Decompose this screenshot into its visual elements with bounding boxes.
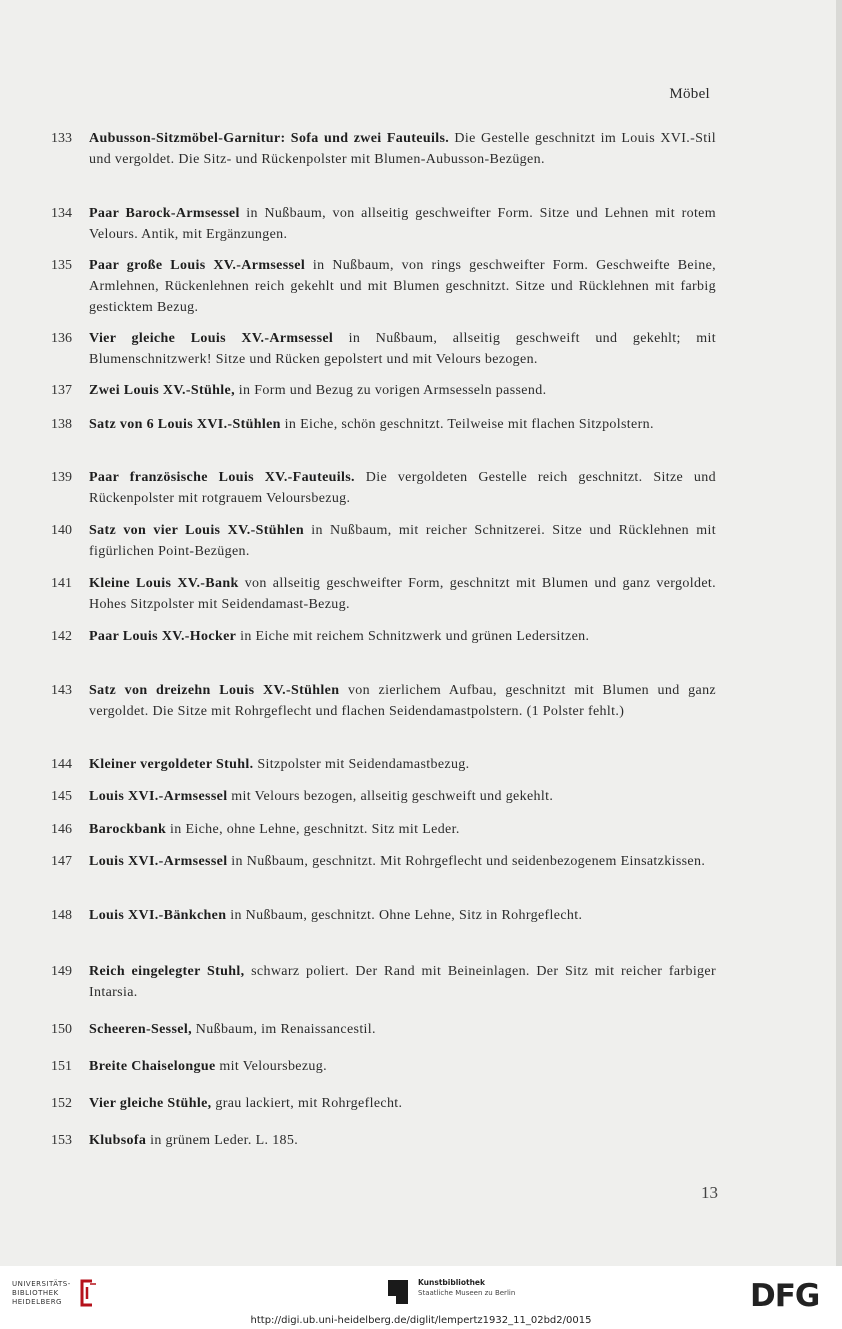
university-line: UNIVERSITÄTS- <box>12 1280 71 1288</box>
entry-body <box>89 626 716 647</box>
entry-body <box>89 754 716 775</box>
lot-description: in Nußbaum, von allseitig geschweifter Form. Sitze und Lehnen mit rotem Velours. Antik, mit Ergänzungen. <box>89 206 716 242</box>
entry-body <box>89 328 716 370</box>
lot-description: grau lackiert, mit Rohrgeflecht. <box>211 1096 403 1111</box>
lot-number: 143 <box>51 683 72 698</box>
entry-body <box>89 255 716 318</box>
entry-body <box>89 467 716 509</box>
lot-title: Kleiner vergoldeter Stuhl. <box>89 757 254 772</box>
lot-description: Nußbaum, im Renaissancestil. <box>191 1022 376 1037</box>
university-line: HEIDELBERG <box>12 1298 62 1306</box>
lot-number: 145 <box>51 789 72 804</box>
lot-title: Vier gleiche Louis XV.-Armsessel <box>89 331 334 346</box>
lot-description: in Form und Bezug zu vorigen Armsesseln passend. <box>234 383 547 398</box>
lot-number: 151 <box>51 1059 72 1074</box>
lot-number: 142 <box>51 629 72 644</box>
entry-body <box>89 961 716 1003</box>
lot-number: 144 <box>51 757 72 772</box>
lot-title: Louis XVI.-Armsessel <box>89 854 228 869</box>
lot-description: Sitzpolster mit Seidendamastbezug. <box>253 757 470 772</box>
lot-description: Die vergoldeten Gestelle reich geschnitzt. Sitze und Rückenpolster mit rotgrauem Veloursbezug. <box>89 470 716 506</box>
entry-body <box>89 573 716 615</box>
lot-title: Kleine Louis XV.-Bank <box>89 576 239 591</box>
lot-title: Aubusson-Sitzmöbel-Garnitur: Sofa und zwei Fauteuils. <box>89 131 450 146</box>
lot-number: 134 <box>51 206 72 221</box>
lot-number: 137 <box>51 383 72 398</box>
entry-body <box>89 786 716 807</box>
lot-number: 140 <box>51 523 72 538</box>
section-header: Möbel <box>669 86 710 102</box>
entry-body <box>89 1093 716 1114</box>
dfg-logo[interactable]: DFG <box>750 1278 820 1314</box>
entry-body <box>89 1019 716 1040</box>
lot-title: Klubsofa <box>89 1133 147 1148</box>
entry-body <box>89 1056 716 1077</box>
lot-title: Satz von dreizehn Louis XV.-Stühlen <box>89 683 340 698</box>
lot-number: 135 <box>51 258 72 273</box>
lot-title: Paar große Louis XV.-Armsessel <box>89 258 306 273</box>
lot-number: 152 <box>51 1096 72 1111</box>
university-emblem-icon <box>76 1278 98 1308</box>
lot-description: Die Gestelle geschnitzt im Louis XVI.-Stil und vergoldet. Die Sitz- und Rückenpolster mit Blumen-Aubusson-Bezügen. <box>89 131 716 167</box>
lot-number: 136 <box>51 331 72 346</box>
entry-body <box>89 203 716 245</box>
entry-body <box>89 1130 716 1151</box>
lot-description: in Nußbaum, mit reicher Schnitzerei. Sitze und Rücklehnen mit figürlichen Point-Bezügen. <box>89 523 716 559</box>
page-number: 13 <box>701 1183 718 1202</box>
entry-body <box>89 905 716 926</box>
lot-description: in Nußbaum, allseitig geschweift und gekehlt; mit Blumenschnitzwerk! Sitze und Rücken gepolstert und mit Velours bezogen. <box>89 331 716 367</box>
lot-description: in Eiche mit reichem Schnitzwerk und grünen Ledersitzen. <box>236 629 590 644</box>
lot-number: 149 <box>51 964 72 979</box>
lot-title: Breite Chaiselongue <box>89 1059 216 1074</box>
lot-description: schwarz poliert. Der Rand mit Beineinlagen. Der Sitz mit reicher farbiger Intarsia. <box>89 964 716 1000</box>
entry-body <box>89 520 716 562</box>
lot-description: von allseitig geschweifter Form, geschnitzt mit Blumen und ganz vergoldet. Hohes Sitzpolster mit Seidendamast-Bezug. <box>89 576 717 612</box>
lot-title: Paar Louis XV.-Hocker <box>89 629 237 644</box>
lot-title: Paar Barock-Armsessel <box>89 206 240 221</box>
lot-number: 138 <box>51 417 72 432</box>
lot-title: Reich eingelegter Stuhl, <box>89 964 245 979</box>
university-library-name <box>12 1280 76 1307</box>
lot-number: 148 <box>51 908 72 923</box>
entry-body <box>89 380 716 401</box>
lot-description: in Nußbaum, von rings geschweifter Form. Geschweifte Beine, Armlehnen, Rückenlehnen reich gekehlt und mit Blumen geschnitzt. Sitze und Rücklehnen mit farbig gesticktem Bezug. <box>89 258 716 315</box>
lot-title: Zwei Louis XV.-Stühle, <box>89 383 235 398</box>
lot-description: in Nußbaum, geschnitzt. Mit Rohrgeflecht und seidenbezogenem Einsatzkissen. <box>227 854 706 869</box>
lot-description: in grünem Leder. L. 185. <box>146 1133 299 1148</box>
library-name: Kunstbibliothek <box>418 1278 486 1287</box>
lot-number: 139 <box>51 470 72 485</box>
entry-body <box>89 128 716 170</box>
lot-description: mit Veloursbezug. <box>215 1059 327 1074</box>
lot-number: 141 <box>51 576 72 591</box>
entry-body <box>89 680 716 722</box>
lot-title: Satz von 6 Louis XVI.-Stühlen <box>89 417 281 432</box>
lot-title: Satz von vier Louis XV.-Stühlen <box>89 523 304 538</box>
lot-number: 150 <box>51 1022 72 1037</box>
lot-title: Vier gleiche Stühle, <box>89 1096 212 1111</box>
lot-description: in Eiche, schön geschnitzt. Teilweise mit flachen Sitzpolstern. <box>280 417 654 432</box>
lot-number: 133 <box>51 131 72 146</box>
lot-description: in Eiche, ohne Lehne, geschnitzt. Sitz mit Leder. <box>166 822 460 837</box>
footer-bar <box>0 1266 842 1329</box>
permalink-url[interactable]: http://digi.ub.uni-heidelberg.de/diglit/lempertz1932_11_02bd2/0015 <box>250 1315 592 1326</box>
university-line: BIBLIOTHEK <box>12 1289 59 1297</box>
lot-description: von zierlichem Aufbau, geschnitzt mit Blumen und ganz vergoldet. Die Sitze mit Rohrgeflecht und flachen Seidendamastpolstern. (1 Polster fehlt.) <box>89 683 716 719</box>
lot-title: Louis XVI.-Bänkchen <box>89 908 227 923</box>
page-edge-shadow <box>836 0 842 1266</box>
lot-title: Scheeren-Sessel, <box>89 1022 192 1037</box>
lot-number: 146 <box>51 822 72 837</box>
lot-title: Barockbank <box>89 822 167 837</box>
lot-number: 147 <box>51 854 72 869</box>
lot-number: 153 <box>51 1133 72 1148</box>
library-subtitle: Staatliche Museen zu Berlin <box>418 1289 516 1297</box>
entry-body <box>89 851 716 872</box>
lot-description: mit Velours bezogen, allseitig geschweift und gekehlt. <box>227 789 554 804</box>
kunstbibliothek-emblem-icon <box>388 1280 410 1304</box>
entry-body <box>89 414 716 435</box>
lot-title: Louis XVI.-Armsessel <box>89 789 228 804</box>
lot-description: in Nußbaum, geschnitzt. Ohne Lehne, Sitz in Rohrgeflecht. <box>226 908 583 923</box>
lot-title: Paar französische Louis XV.-Fauteuils. <box>89 470 355 485</box>
entry-body <box>89 819 716 840</box>
